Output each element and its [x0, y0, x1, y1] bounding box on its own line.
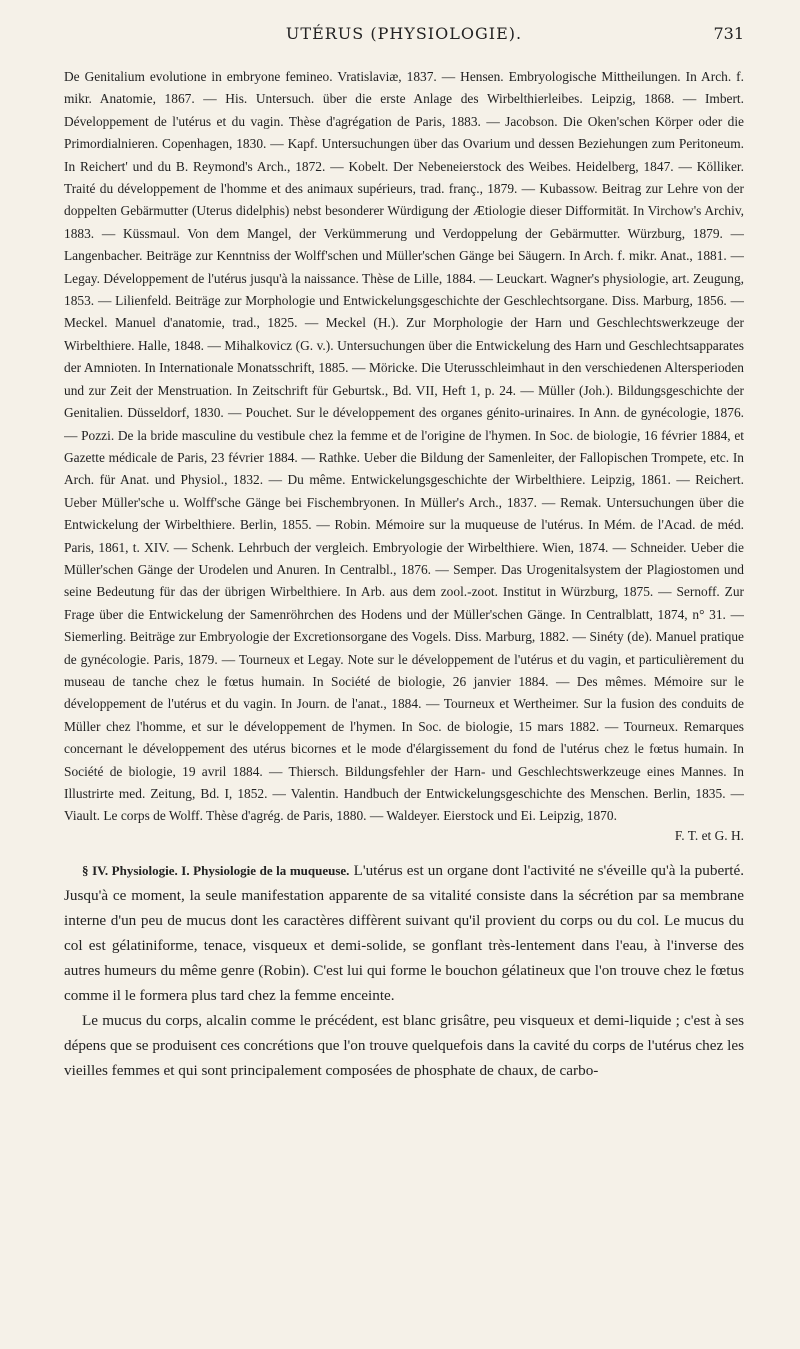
physiology-section: [64, 858, 744, 1083]
paragraph-1-text: L'utérus est un organe dont l'activité ne s'éveille qu'à la puberté. Jusqu'à ce moment, la seule manifestation apparente de sa vitalité consiste dans la sécrétion par sa membrane interne d'un peu de mucus dont les caractères diffèrent suivant qu'il provient du corps ou du col. Le mucus du col est gélatiniforme, tenace, visqueux et demi-solide, se gonflant très-lentement dans l'eau, à l'inverse des autres humeurs du même genre (Robin). C'est lui qui forme le bouchon gélatineux que l'on trouve chez le fœtus comme il le formera plus tard chez la femme enceinte.: [64, 861, 744, 1004]
page-number: 731: [713, 24, 744, 43]
running-head: UTÉRUS (PHYSIOLOGIE).: [285, 24, 523, 43]
page: [64, 20, 744, 1330]
bibliography-text: De Genitalium evolutione in embryone femineo. Vratislaviæ, 1837. — Hensen. Embryologische Mittheilungen. In Arch. f. mikr. Anatomie, 1867. — His. Untersuch. über die erste Anlage des Wirbelthierleibes. Leipzig, 1868. — Imbert. Développement de l'utérus et du vagin. Thèse d'agrégation de Paris, 1883. — Jacobson. Die Oken'schen Körper oder die Primordialnieren. Copenhagen, 1830. — Kapf. Untersuchungen über das Ovarium und dessen Beziehungen zum Peritoneum. In Reichert' und du B. Reymond's Arch., 1872. — Kobelt. Der Nebeneierstock des Weibes. Heidelberg, 1847. — Kölliker. Traité du développement de l'homme et des animaux supérieurs, trad. franç., 1879. — Kubassow. Beitrag zur Lehre von der doppelten Gebärmutter (Uterus didelphis) nebst besonderer Würdigung der Ætiologie dieser Difformität. In Virchow's Archiv, 1883. — Küssmaul. Von dem Mangel, der Verkümmerung und Verdoppelung der Gebärmutter. Würzburg, 1879. — Langenbacher. Beiträge zur Kenntniss der Wolff'schen und Müller'schen Gänge bei Säugern. In Arch. f. mikr. Anat., 1881. — Legay. Développement de l'utérus jusqu'à la naissance. Thèse de Lille, 1884. — Leuckart. Wagner's physiologie, art. Zeugung, 1853. — Lilienfeld. Beiträge zur Morphologie und Entwickelungsgeschichte der Geschlechtsorgane. Diss. Marburg, 1856. — Meckel. Manuel d'anatomie, trad., 1825. — Meckel (H.). Zur Morphologie der Harn und Geschlechtswerkzeuge der Wirbelthiere. Halle, 1848. — Mihalkovicz (G. v.). Untersuchungen über die Entwickelung des Harn und Geschlechtsapparates der Amnioten. In Internationale Monatsschrift, 1885. — Möricke. Die Uterusschleimhaut in den verschiedenen Altersperioden und zur Zeit der Menstruation. In Zeitschrift für Geburtsk., Bd. VII, Heft 1, p. 24. — Müller (Joh.). Bildungsgeschichte der Genitalien. Düsseldorf, 1830. — Pouchet. Sur le développement des organes génito-urinaires. In Ann. de gynécologie, 1876. — Pozzi. De la bride masculine du vestibule chez la femme et de l'origine de l'hymen. In Soc. de biologie, 16 février 1884, et Gazette médicale de Paris, 23 février 1884. — Rathke. Ueber die Bildung der Samenleiter, der Fallopischen Trompete, etc. In Arch. für Anat. und Physiol., 1832. — Du même. Entwickelungsgeschichte der Wirbelthiere. Leipzig, 1861. — Reichert. Ueber Müller'sche u. Wolff'sche Gänge bei Fischembryonen. In Müller's Arch., 1837. — Remak. Untersuchungen über die Entwickelung der Wirbelthiere. Berlin, 1855. — Robin. Mémoire sur la muqueuse de l'utérus. In Mém. de l'Acad. de méd. Paris, 1861, t. XIV. — Schenk. Lehrbuch der vergleich. Embryologie der Wirbelthiere. Wien, 1874. — Schneider. Ueber die Müller'schen Gänge der Urodelen und Anuren. In Centralbl., 1876. — Semper. Das Urogenitalsystem der Plagiostomen und seine Bedeutung für das der übrigen Wirbelthiere. In Arb. aus dem zool.-zoot. Institut in Würzburg, 1875. — Sernoff. Zur Frage über die Entwickelung der Samenröhrchen des Hodens und der Müller'schen Gänge. In Centralblatt, 1874, n° 31. — Siemerling. Beiträge zur Embryologie der Excretionsorgane des Vogels. Diss. Marburg, 1882. — Sinéty (de). Manuel pratique de gynécologie. Paris, 1879. — Tourneux et Legay. Note sur le développement de l'utérus et du vagin, et particulièrement du museau de tanche chez le fœtus humain. In Société de biologie, 26 janvier 1884. — Des mêmes. Mémoire sur le développement de l'utérus et du vagin. In Journ. de l'anat., 1884. — Tourneux et Wertheimer. Sur la fusion des conduits de Müller chez l'homme, et sur le développement de l'hymen. In Soc. de biologie, 15 mars 1882. — Tourneux. Remarques concernant le développement des utérus bicornes et le mode d'élargissement du fond de l'utérus chez le fœtus humain. In Société de biologie, 19 avril 1884. — Thiersch. Bildungsfehler der Harn- und Geschlechtswerkzeuge eines Mannes. In Illustrirte med. Zeitung, Bd. I, 1852. — Valentin. Handbuch der Entwickelungsgeschichte des Menschen. Berlin, 1835. — Viault. Le corps de Wolff. Thèse d'agrég. de Paris, 1880. — Waldeyer. Eierstock und Ei. Leipzig, 1870.: [64, 69, 744, 824]
bibliography: [64, 66, 744, 828]
page-header: [64, 20, 744, 60]
section-paragraph-1: [64, 858, 744, 1008]
section-paragraph-2: Le mucus du corps, alcalin comme le précédent, est blanc grisâtre, peu visqueux et demi-liquide ; c'est à ses dépens que se produisent ces concrétions que l'on trouve quelquefois dans la cavité du corps de l'utérus chez les vieilles femmes et qui sont principalement composées de phosphate de chaux, de carbo-: [64, 1011, 744, 1079]
section-heading: § IV. Physiologie. I. Physiologie de la muqueuse.: [82, 862, 350, 878]
signature: F. T. et G. H.: [674, 827, 744, 843]
